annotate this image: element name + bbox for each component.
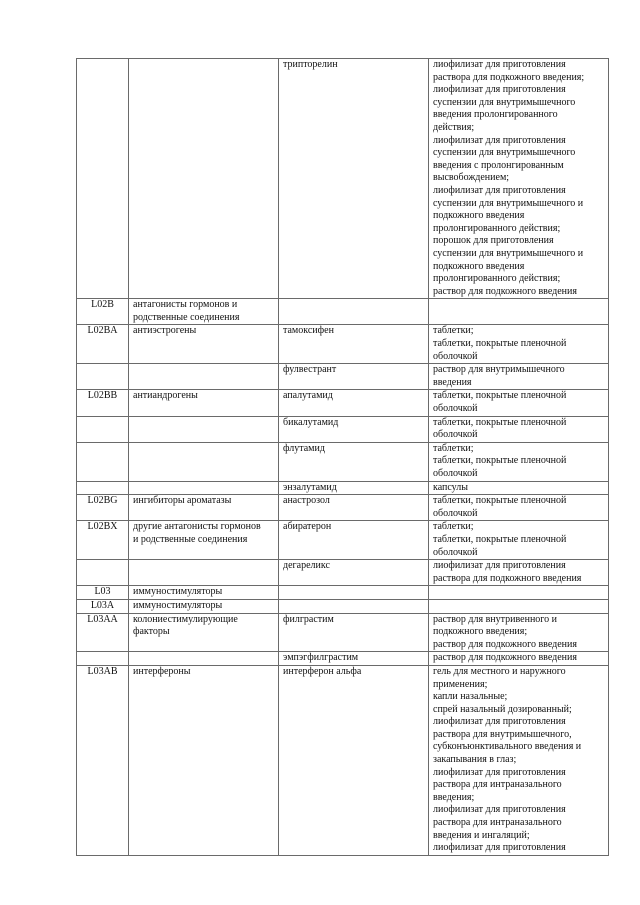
drug-name-cell <box>279 299 429 325</box>
cell-text-line: тамоксифен <box>283 325 334 337</box>
table-row <box>77 299 609 325</box>
cell-text-line: подкожного введения; <box>433 626 528 638</box>
cell-text-line: раствора для подкожного введения <box>433 572 582 584</box>
table-row <box>77 652 609 666</box>
cell-text-line: суспензии для внутримышечного и <box>433 197 584 209</box>
cell-text-line: лиофилизат для приготовления <box>433 842 566 854</box>
cell-text: L03 <box>94 586 111 598</box>
cell-text-line: раствор для внутривенного и <box>433 613 558 625</box>
table-row <box>77 325 609 364</box>
cell-text-line: таблетки, покрытые пленочной <box>433 455 567 467</box>
cell-text-line: применения; <box>433 678 488 690</box>
cell-text-line: капли назальные; <box>433 691 508 703</box>
group-name-cell <box>129 390 279 416</box>
drug-name-cell <box>279 652 429 666</box>
table-row <box>77 521 609 560</box>
cell-text-line: введения с пролонгированным <box>433 159 564 171</box>
cell-text-line: флутамид <box>283 442 325 454</box>
drug-name-cell <box>279 442 429 481</box>
atc-code-cell <box>77 665 129 855</box>
dosage-form-cell <box>429 613 609 652</box>
cell-text-line: лиофилизат для приготовления <box>433 804 566 816</box>
atc-code-cell <box>77 416 129 442</box>
drug-name-cell <box>279 390 429 416</box>
group-name-cell <box>129 652 279 666</box>
drug-name-cell <box>279 521 429 560</box>
cell-text-line: пролонгированного действия; <box>433 273 561 285</box>
cell-text-line: родственные соединения <box>133 311 240 323</box>
cell-text-line: введения пролонгированного <box>433 109 558 121</box>
cell-text-line: энзалутамид <box>283 481 337 493</box>
cell-text: L03A <box>90 599 115 611</box>
cell-text: L02BA <box>87 325 118 337</box>
drug-name-cell <box>279 481 429 495</box>
group-name-cell <box>129 59 279 299</box>
cell-text-line: раствора для подкожного введения; <box>433 71 585 83</box>
dosage-form-cell <box>429 652 609 666</box>
cell-text-line: таблетки; <box>433 442 474 454</box>
dosage-form-cell <box>429 495 609 521</box>
dosage-form-cell <box>429 586 609 600</box>
group-name-cell <box>129 416 279 442</box>
drug-name-cell <box>279 59 429 299</box>
atc-code-cell <box>77 59 129 299</box>
atc-code-cell <box>77 613 129 652</box>
cell-text-line: введения <box>433 376 472 388</box>
cell-text: L02B <box>91 299 114 311</box>
cell-text-line: таблетки, покрытые пленочной <box>433 338 567 350</box>
table-row <box>77 560 609 586</box>
cell-text-line: факторы <box>133 626 170 638</box>
atc-code-cell <box>77 390 129 416</box>
cell-text-line: антагонисты гормонов и <box>133 299 238 311</box>
atc-code-cell <box>77 364 129 390</box>
cell-text-line: закапывания в глаз; <box>433 754 517 766</box>
dosage-form-cell <box>429 364 609 390</box>
dosage-form-cell <box>429 481 609 495</box>
table-row <box>77 586 609 600</box>
group-name-cell <box>129 325 279 364</box>
cell-text-line: раствора для внутримышечного, <box>433 728 572 740</box>
table-row <box>77 59 609 299</box>
cell-text-line: иммуностимуляторы <box>133 586 223 598</box>
dosage-form-cell <box>429 560 609 586</box>
dosage-form-cell <box>429 325 609 364</box>
cell-text-line: капсулы <box>433 481 468 493</box>
table-row <box>77 416 609 442</box>
drug-name-cell <box>279 560 429 586</box>
group-name-cell <box>129 442 279 481</box>
dosage-form-cell <box>429 442 609 481</box>
dosage-form-cell <box>429 59 609 299</box>
cell-text-line: оболочкой <box>433 350 478 362</box>
cell-text-line: бикалутамид <box>283 416 339 428</box>
dosage-form-cell <box>429 299 609 325</box>
cell-text-line: лиофилизат для приготовления <box>433 184 566 196</box>
drug-name-cell <box>279 613 429 652</box>
atc-code-cell <box>77 325 129 364</box>
table-row <box>77 442 609 481</box>
cell-text-line: лиофилизат для приготовления <box>433 84 566 96</box>
atc-code-cell <box>77 560 129 586</box>
cell-text-line: фулвестрант <box>283 364 337 376</box>
table-row <box>77 364 609 390</box>
atc-code-cell <box>77 599 129 613</box>
cell-text: L02BB <box>87 390 118 402</box>
cell-text-line: пролонгированного действия; <box>433 222 561 234</box>
cell-text-line: трипторелин <box>283 59 338 70</box>
atc-code-cell <box>77 481 129 495</box>
cell-text-line: лиофилизат для приготовления <box>433 560 566 572</box>
drug-name-cell <box>279 599 429 613</box>
group-name-cell <box>129 665 279 855</box>
dosage-form-cell <box>429 599 609 613</box>
cell-text-line: раствор для подкожного введения <box>433 652 577 664</box>
cell-text-line: лиофилизат для приготовления <box>433 59 566 70</box>
cell-text-line: колониестимулирующие <box>133 613 238 625</box>
cell-text-line: гель для местного и наружного <box>433 665 566 677</box>
cell-text-line: таблетки; <box>433 521 474 533</box>
drug-table-body <box>77 59 609 856</box>
cell-text-line: антиандрогены <box>133 390 198 402</box>
cell-text-line: таблетки, покрытые пленочной <box>433 390 567 402</box>
cell-text-line: раствор для внутримышечного <box>433 364 565 376</box>
group-name-cell <box>129 599 279 613</box>
drug-table <box>76 58 609 856</box>
cell-text-line: субконъюнктивального введения и <box>433 741 582 753</box>
drug-name-cell <box>279 364 429 390</box>
cell-text-line: суспензии для внутримышечного <box>433 147 576 159</box>
cell-text-line: интерферон альфа <box>283 665 362 677</box>
table-row <box>77 613 609 652</box>
atc-code-cell <box>77 586 129 600</box>
cell-text-line: оболочкой <box>433 403 478 415</box>
group-name-cell <box>129 586 279 600</box>
cell-text-line: интерфероны <box>133 665 191 677</box>
cell-text-line: введения и ингаляций; <box>433 829 530 841</box>
cell-text-line: таблетки; <box>433 325 474 337</box>
dosage-form-cell <box>429 665 609 855</box>
cell-text-line: действия; <box>433 121 475 133</box>
dosage-form-cell <box>429 521 609 560</box>
atc-code-cell <box>77 652 129 666</box>
cell-text-line: апалутамид <box>283 390 333 402</box>
cell-text-line: подкожного введения <box>433 210 525 222</box>
group-name-cell <box>129 495 279 521</box>
cell-text-line: суспензии для внутримышечного <box>433 96 576 108</box>
cell-text-line: порошок для приготовления <box>433 235 554 247</box>
dosage-form-cell <box>429 390 609 416</box>
cell-text-line: оболочкой <box>433 507 478 519</box>
dosage-form-cell <box>429 416 609 442</box>
atc-code-cell <box>77 495 129 521</box>
cell-text-line: анастрозол <box>283 495 330 507</box>
drug-name-cell <box>279 495 429 521</box>
cell-text-line: филграстим <box>283 613 334 625</box>
cell-text: L03AB <box>87 665 118 677</box>
cell-text-line: ингибиторы ароматазы <box>133 495 232 507</box>
drug-name-cell <box>279 586 429 600</box>
group-name-cell <box>129 560 279 586</box>
cell-text-line: раствор для подкожного введения <box>433 638 577 650</box>
cell-text-line: и родственные соединения <box>133 533 248 545</box>
cell-text-line: раствор для подкожного введения <box>433 285 577 297</box>
cell-text-line: антиэстрогены <box>133 325 197 337</box>
table-row <box>77 665 609 855</box>
atc-code-cell <box>77 521 129 560</box>
group-name-cell <box>129 613 279 652</box>
cell-text-line: эмпэгфилграстим <box>283 652 359 664</box>
group-name-cell <box>129 521 279 560</box>
cell-text-line: лиофилизат для приготовления <box>433 766 566 778</box>
drug-name-cell <box>279 416 429 442</box>
cell-text-line: суспензии для внутримышечного и <box>433 247 584 259</box>
cell-text-line: оболочкой <box>433 468 478 479</box>
table-row <box>77 481 609 495</box>
cell-text-line: таблетки, покрытые пленочной <box>433 416 567 428</box>
drug-name-cell <box>279 665 429 855</box>
cell-text-line: высвобождением; <box>433 172 510 184</box>
cell-text-line: другие антагонисты гормонов <box>133 521 261 533</box>
cell-text-line: оболочкой <box>433 429 478 441</box>
table-row <box>77 495 609 521</box>
group-name-cell <box>129 299 279 325</box>
cell-text-line: раствора для интраназального <box>433 817 562 829</box>
cell-text-line: введения; <box>433 791 475 803</box>
cell-text: L03AA <box>87 613 118 625</box>
cell-text-line: оболочкой <box>433 546 478 558</box>
cell-text-line: раствора для интраназального <box>433 779 562 791</box>
group-name-cell <box>129 364 279 390</box>
cell-text-line: дегареликс <box>283 560 330 572</box>
cell-text-line: спрей назальный дозированный; <box>433 703 572 715</box>
group-name-cell <box>129 481 279 495</box>
cell-text-line: таблетки, покрытые пленочной <box>433 533 567 545</box>
atc-code-cell <box>77 299 129 325</box>
cell-text: L02BX <box>87 521 118 533</box>
cell-text-line: лиофилизат для приготовления <box>433 716 566 728</box>
cell-text-line: подкожного введения <box>433 260 525 272</box>
cell-text-line: таблетки, покрытые пленочной <box>433 495 567 507</box>
atc-code-cell <box>77 442 129 481</box>
cell-text: L02BG <box>87 495 118 507</box>
cell-text-line: абиратерон <box>283 521 332 533</box>
cell-text-line: иммуностимуляторы <box>133 599 223 611</box>
table-row <box>77 390 609 416</box>
drug-name-cell <box>279 325 429 364</box>
cell-text-line: лиофилизат для приготовления <box>433 134 566 146</box>
table-row <box>77 599 609 613</box>
